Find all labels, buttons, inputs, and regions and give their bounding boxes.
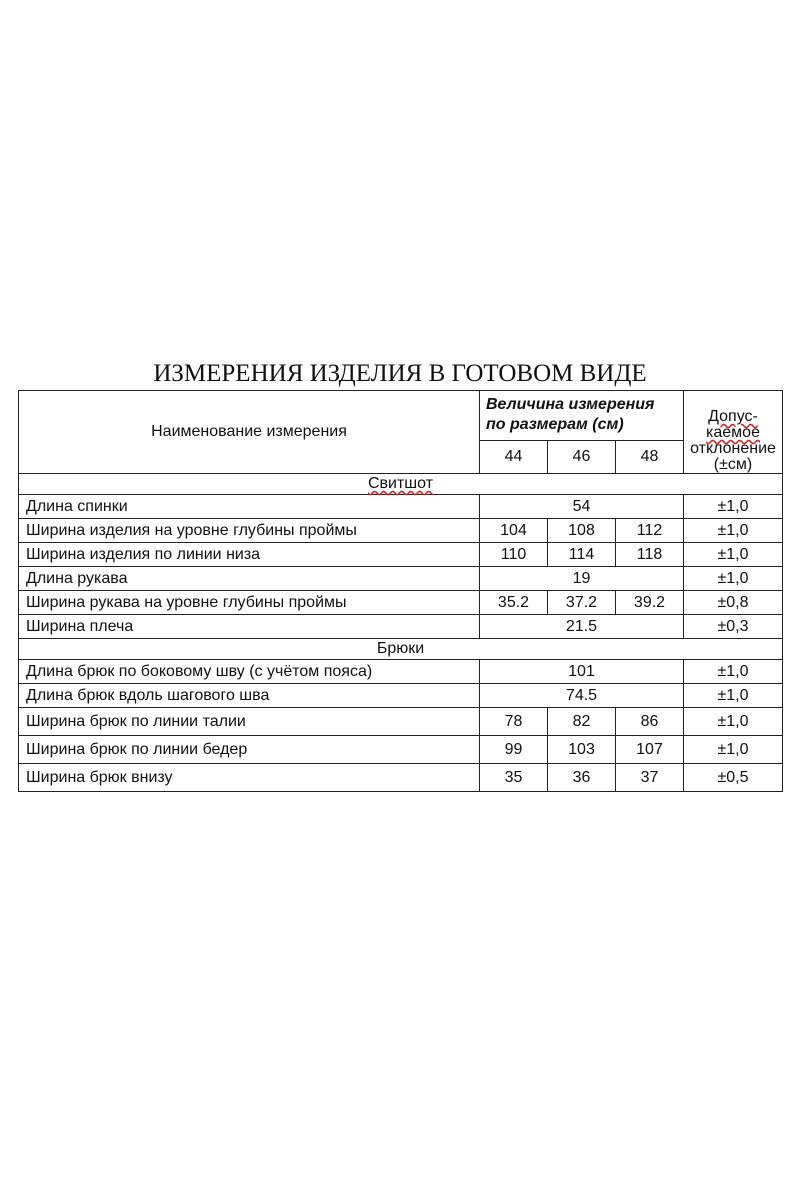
row-label: Ширина изделия на уровне глубины проймы <box>19 519 480 543</box>
row-label: Ширина брюк по линии талии <box>19 708 480 736</box>
section-row-sweatshirt <box>19 474 783 495</box>
table-row <box>19 660 783 684</box>
row-tolerance: ±1,0 <box>684 660 783 684</box>
tolerance-line-3: отклонение <box>690 440 776 457</box>
row-label: Ширина брюк внизу <box>19 764 480 792</box>
row-value-44: 78 <box>480 708 548 736</box>
row-tolerance: ±1,0 <box>684 519 783 543</box>
row-label: Ширина рукава на уровне глубины проймы <box>19 591 480 615</box>
row-value-48: 37 <box>616 764 684 792</box>
section-title: Свитшот <box>19 474 783 495</box>
row-label: Длина рукава <box>19 567 480 591</box>
table-row <box>19 615 783 639</box>
row-value-48: 107 <box>616 736 684 764</box>
page-title: ИЗМЕРЕНИЯ ИЗДЕЛИЯ В ГОТОВОМ ВИДЕ <box>153 360 647 387</box>
size-48-header: 48 <box>616 440 684 473</box>
row-value-48: 112 <box>616 519 684 543</box>
row-value-46: 103 <box>548 736 616 764</box>
row-tolerance: ±1,0 <box>684 684 783 708</box>
row-label: Ширина изделия по линии низа <box>19 543 480 567</box>
row-label: Длина спинки <box>19 495 480 519</box>
row-tolerance: ±0,3 <box>684 615 783 639</box>
table-row <box>19 543 783 567</box>
row-label: Ширина брюк по линии бедер <box>19 736 480 764</box>
row-value-44: 99 <box>480 736 548 764</box>
row-tolerance: ±0,5 <box>684 764 783 792</box>
row-merged-value: 54 <box>480 495 684 519</box>
row-value-46: 108 <box>548 519 616 543</box>
table-row <box>19 591 783 615</box>
row-merged-value: 21.5 <box>480 615 684 639</box>
size-46-header: 46 <box>548 440 616 473</box>
table-header-row <box>19 391 783 441</box>
row-tolerance: ±0,8 <box>684 591 783 615</box>
table-row <box>19 519 783 543</box>
size-44-header: 44 <box>480 440 548 473</box>
measurements-table <box>18 390 783 792</box>
row-value-48: 86 <box>616 708 684 736</box>
table-row <box>19 736 783 764</box>
row-tolerance: ±1,0 <box>684 567 783 591</box>
row-tolerance: ±1,0 <box>684 495 783 519</box>
row-tolerance: ±1,0 <box>684 708 783 736</box>
table-row <box>19 684 783 708</box>
row-value-44: 104 <box>480 519 548 543</box>
row-value-46: 82 <box>548 708 616 736</box>
row-value-44: 35 <box>480 764 548 792</box>
section-title: Брюки <box>19 639 783 660</box>
row-value-46: 37.2 <box>548 591 616 615</box>
table-row <box>19 495 783 519</box>
header-tolerance-cell <box>684 391 783 474</box>
tolerance-line-4: (±см) <box>713 456 753 473</box>
table-row <box>19 764 783 792</box>
row-value-44: 35.2 <box>480 591 548 615</box>
row-merged-value: 74.5 <box>480 684 684 708</box>
row-value-46: 114 <box>548 543 616 567</box>
row-tolerance: ±1,0 <box>684 736 783 764</box>
table-row <box>19 708 783 736</box>
row-tolerance: ±1,0 <box>684 543 783 567</box>
tolerance-line-1: Допус- <box>708 408 758 425</box>
section-row-trousers <box>19 639 783 660</box>
row-label: Длина брюк вдоль шагового шва <box>19 684 480 708</box>
tolerance-line-2: каемое <box>706 424 760 441</box>
row-merged-value: 19 <box>480 567 684 591</box>
row-value-48: 118 <box>616 543 684 567</box>
header-name-cell: Наименование измерения <box>19 391 480 474</box>
row-label: Ширина плеча <box>19 615 480 639</box>
row-value-44: 110 <box>480 543 548 567</box>
row-merged-value: 101 <box>480 660 684 684</box>
header-sizes-cell: Величина измерения по размерам (см) <box>480 391 684 441</box>
row-value-48: 39.2 <box>616 591 684 615</box>
row-label: Длина брюк по боковому шву (с учётом пояса) <box>19 660 480 684</box>
row-value-46: 36 <box>548 764 616 792</box>
table-row <box>19 567 783 591</box>
